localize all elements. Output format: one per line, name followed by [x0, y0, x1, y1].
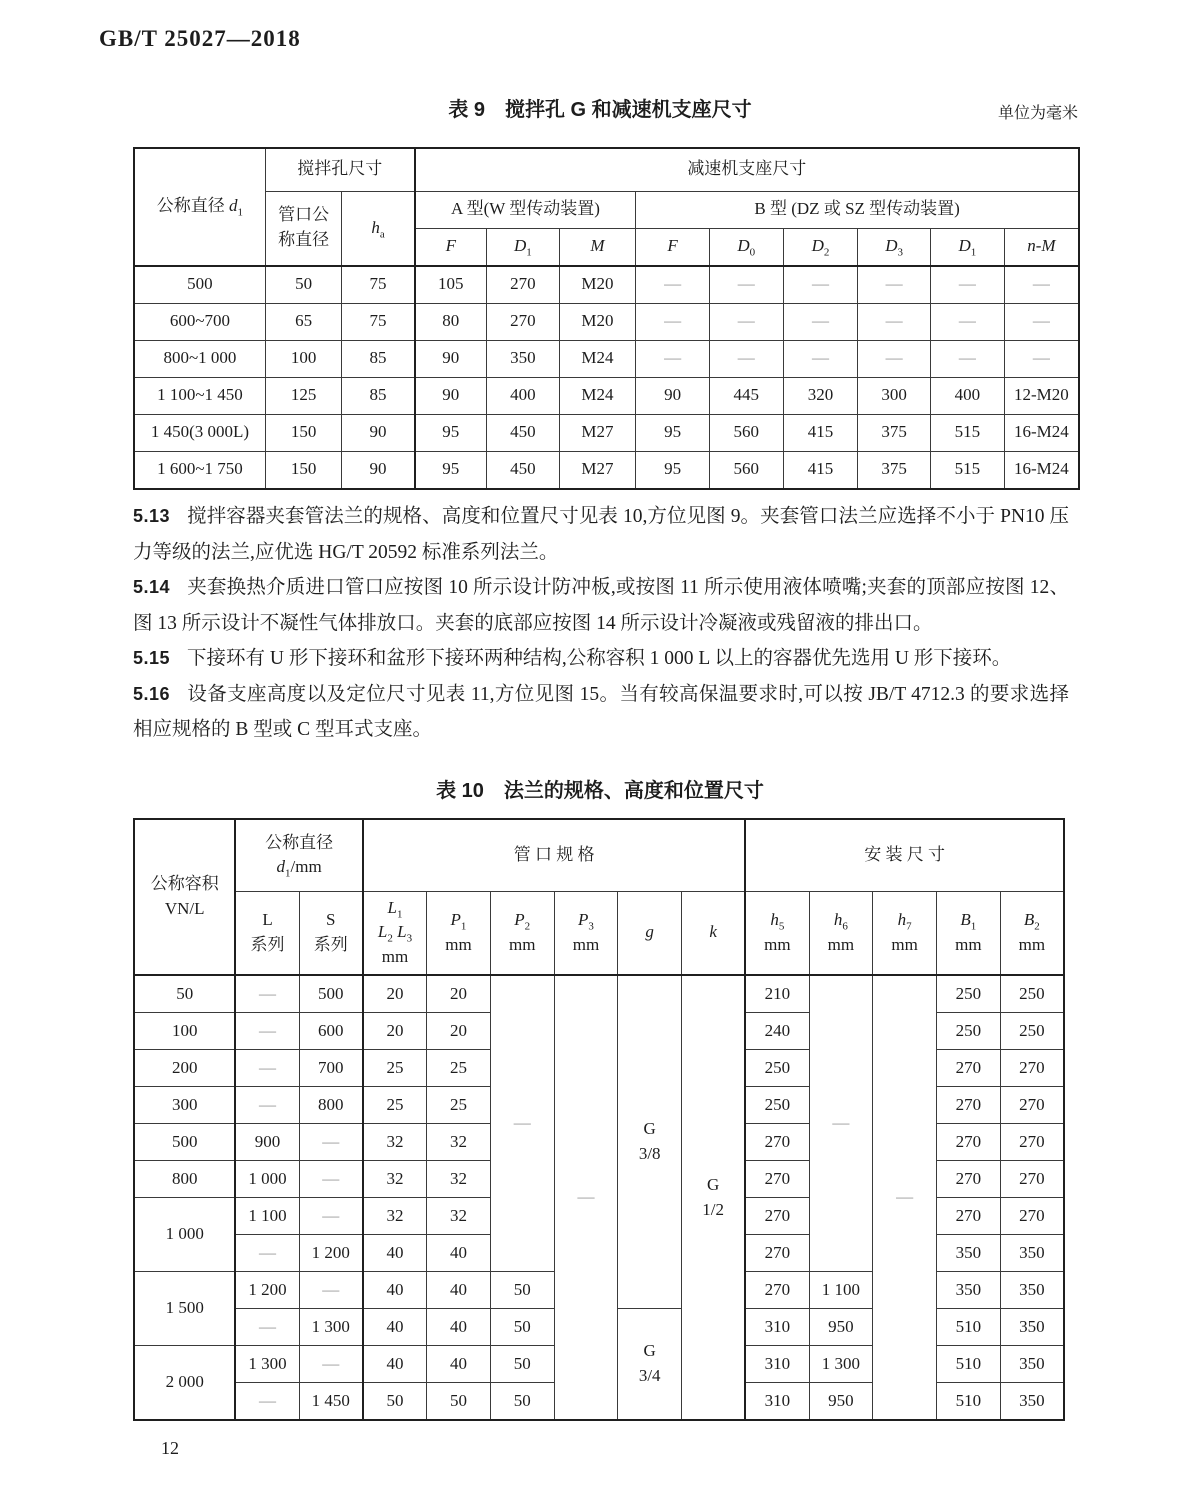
data-cell: 32: [363, 1161, 427, 1198]
data-cell: 40: [427, 1346, 491, 1383]
data-cell: —: [299, 1346, 363, 1383]
data-cell: 350: [1000, 1346, 1064, 1383]
data-cell: 270: [745, 1235, 809, 1272]
data-cell: 90: [342, 451, 415, 489]
data-cell: 1 300: [809, 1346, 873, 1383]
data-cell: 350: [1000, 1383, 1064, 1421]
clause-5-13: [133, 499, 1069, 570]
data-cell: —: [636, 340, 710, 377]
data-cell: —: [1004, 266, 1079, 304]
data-cell: 900: [235, 1124, 299, 1161]
data-cell: 32: [427, 1124, 491, 1161]
data-cell: 300: [858, 377, 931, 414]
data-cell: 1 450: [299, 1383, 363, 1421]
data-cell: 270: [486, 303, 559, 340]
clause-text: 搅拌容器夹套管法兰的规格、高度和位置尺寸见表 10,方位见图 9。夹套管口法兰应选择不小于 PN10 压力等级的法兰,应优选 HG/T 20592 标准系列法兰。: [133, 506, 1069, 563]
data-cell: 310: [745, 1346, 809, 1383]
data-cell: 25: [363, 1087, 427, 1124]
data-cell: 90: [415, 377, 487, 414]
table10: [133, 818, 1065, 1421]
data-cell: 50: [363, 1383, 427, 1421]
data-cell: 25: [427, 1050, 491, 1087]
data-cell: —: [709, 303, 783, 340]
header-cell: $L_1$ $L_2$ $L_3$ mm: [363, 891, 427, 975]
page-number: 12: [161, 1438, 179, 1458]
data-cell: 40: [427, 1235, 491, 1272]
header-cell: 管口公 称直径: [265, 191, 342, 266]
data-cell: 250: [1000, 975, 1064, 1013]
data-cell: 90: [636, 377, 710, 414]
data-cell: 95: [415, 451, 487, 489]
data-cell: 600~700: [134, 303, 265, 340]
data-cell: 350: [936, 1272, 1000, 1309]
data-cell: 75: [342, 303, 415, 340]
data-cell: 25: [363, 1050, 427, 1087]
clause-number: 5.14: [133, 577, 171, 597]
data-cell: 445: [709, 377, 783, 414]
data-cell: 450: [486, 414, 559, 451]
header-cell: $B_1$ mm: [936, 891, 1000, 975]
data-cell: G 3/8: [618, 975, 682, 1309]
header-cell: 管 口 规 格: [363, 819, 745, 891]
data-cell: 1 300: [299, 1309, 363, 1346]
header-cell: 减速机支座尺寸: [415, 148, 1079, 191]
data-cell: —: [235, 1013, 299, 1050]
data-cell: 100: [134, 1013, 235, 1050]
data-cell: 450: [486, 451, 559, 489]
data-cell: M24: [559, 340, 636, 377]
header-cell: F: [636, 228, 710, 266]
data-cell: —: [235, 1309, 299, 1346]
data-cell: 250: [1000, 1013, 1064, 1050]
header-cell: 公称容积 VN/L: [134, 819, 235, 975]
header-cell: g: [618, 891, 682, 975]
data-cell: G 1/2: [682, 975, 746, 1420]
data-cell: 20: [427, 1013, 491, 1050]
data-cell: 50: [490, 1346, 554, 1383]
data-cell: 250: [936, 975, 1000, 1013]
data-cell: —: [931, 266, 1005, 304]
data-cell: 700: [299, 1050, 363, 1087]
header-cell: B 型 (DZ 或 SZ 型传动装置): [636, 191, 1079, 228]
data-cell: 310: [745, 1383, 809, 1421]
table9-body: [134, 266, 1079, 489]
data-cell: 95: [636, 451, 710, 489]
data-cell: 1 600~1 750: [134, 451, 265, 489]
table9-title: 表 9 搅拌孔 G 和减速机支座尺寸: [448, 99, 752, 121]
data-cell: 270: [1000, 1198, 1064, 1235]
data-cell: 270: [1000, 1087, 1064, 1124]
data-cell: 500: [299, 975, 363, 1013]
data-cell: 210: [745, 975, 809, 1013]
data-cell: 200: [134, 1050, 235, 1087]
clause-text: 设备支座高度以及定位尺寸见表 11,方位见图 15。当有较高保温要求时,可以按 JB/T 4712.3 的要求选择相应规格的 B 型或 C 型耳式支座。: [133, 683, 1069, 740]
header-cell: $D_1$: [931, 228, 1005, 266]
data-cell: 320: [783, 377, 858, 414]
header-cell: 搅拌孔尺寸: [265, 148, 414, 191]
data-cell: 270: [1000, 1161, 1064, 1198]
header-cell: 公称直径 $d_1$: [134, 148, 265, 266]
table10-title: 表 10 法兰的规格、高度和位置尺寸: [436, 780, 764, 802]
data-cell: —: [809, 975, 873, 1272]
data-cell: 270: [1000, 1050, 1064, 1087]
data-cell: —: [636, 303, 710, 340]
data-cell: 560: [709, 451, 783, 489]
data-cell: M20: [559, 303, 636, 340]
data-cell: —: [235, 1050, 299, 1087]
data-cell: 950: [809, 1309, 873, 1346]
data-cell: 1 100: [809, 1272, 873, 1309]
data-cell: 415: [783, 451, 858, 489]
header-cell: $D_0$: [709, 228, 783, 266]
data-cell: —: [931, 303, 1005, 340]
standard-number: GB/T 25027—2018: [99, 26, 301, 51]
data-cell: 50: [490, 1309, 554, 1346]
data-cell: 250: [745, 1087, 809, 1124]
data-cell: —: [299, 1198, 363, 1235]
data-cell: 90: [415, 340, 487, 377]
header-cell: L 系列: [235, 891, 299, 975]
table10-body: [134, 975, 1064, 1420]
data-cell: M27: [559, 451, 636, 489]
data-cell: 125: [265, 377, 342, 414]
data-cell: —: [858, 303, 931, 340]
data-cell: 100: [265, 340, 342, 377]
data-cell: —: [873, 975, 937, 1420]
data-cell: 270: [486, 266, 559, 304]
data-cell: 20: [363, 1013, 427, 1050]
header-cell: $D_1$: [486, 228, 559, 266]
data-cell: 50: [134, 975, 235, 1013]
data-cell: —: [858, 266, 931, 304]
header-cell: $D_2$: [783, 228, 858, 266]
data-cell: 270: [745, 1272, 809, 1309]
table9: [133, 147, 1080, 490]
data-cell: —: [235, 1087, 299, 1124]
data-cell: 800: [299, 1087, 363, 1124]
data-cell: 250: [745, 1050, 809, 1087]
data-cell: 32: [427, 1198, 491, 1235]
data-cell: —: [235, 975, 299, 1013]
header-cell: $h_6$ mm: [809, 891, 873, 975]
data-cell: 1 100~1 450: [134, 377, 265, 414]
data-cell: 40: [363, 1346, 427, 1383]
data-cell: 95: [415, 414, 487, 451]
data-cell: —: [299, 1161, 363, 1198]
data-cell: —: [636, 266, 710, 304]
data-cell: —: [1004, 303, 1079, 340]
data-cell: 270: [936, 1161, 1000, 1198]
data-cell: 85: [342, 377, 415, 414]
data-cell: 510: [936, 1383, 1000, 1421]
data-cell: —: [235, 1383, 299, 1421]
data-cell: —: [783, 303, 858, 340]
data-cell: 40: [363, 1235, 427, 1272]
header-cell: $B_2$ mm: [1000, 891, 1064, 975]
data-cell: 1 000: [235, 1161, 299, 1198]
data-cell: M24: [559, 377, 636, 414]
data-cell: 32: [363, 1198, 427, 1235]
header-cell: k: [682, 891, 746, 975]
data-cell: 350: [1000, 1272, 1064, 1309]
data-cell: 240: [745, 1013, 809, 1050]
header-cell: S 系列: [299, 891, 363, 975]
data-cell: 16-M24: [1004, 414, 1079, 451]
data-cell: 270: [745, 1198, 809, 1235]
data-cell: 40: [427, 1272, 491, 1309]
data-cell: 500: [134, 1124, 235, 1161]
data-cell: 270: [1000, 1124, 1064, 1161]
data-cell: —: [235, 1235, 299, 1272]
data-cell: 510: [936, 1309, 1000, 1346]
header-cell: $P_2$ mm: [490, 891, 554, 975]
data-cell: 75: [342, 266, 415, 304]
data-cell: 1 100: [235, 1198, 299, 1235]
clause-5-14: [133, 570, 1069, 641]
data-cell: 12-M20: [1004, 377, 1079, 414]
data-cell: 350: [1000, 1309, 1064, 1346]
data-cell: 400: [486, 377, 559, 414]
header-cell: A 型(W 型传动装置): [415, 191, 636, 228]
data-cell: 50: [490, 1383, 554, 1421]
data-cell: 105: [415, 266, 487, 304]
header-cell: 公称直径 $d_1/mm$: [235, 819, 362, 891]
data-cell: 270: [745, 1161, 809, 1198]
data-cell: 40: [427, 1309, 491, 1346]
data-cell: —: [931, 340, 1005, 377]
data-cell: 270: [936, 1198, 1000, 1235]
table10-header: [134, 819, 1064, 975]
header-cell: M: [559, 228, 636, 266]
data-cell: 400: [931, 377, 1005, 414]
clause-number: 5.13: [133, 506, 171, 526]
header-cell: $D_3$: [858, 228, 931, 266]
data-cell: 65: [265, 303, 342, 340]
data-cell: 25: [427, 1087, 491, 1124]
data-cell: 270: [745, 1124, 809, 1161]
data-cell: 270: [936, 1050, 1000, 1087]
data-cell: 515: [931, 451, 1005, 489]
data-cell: M27: [559, 414, 636, 451]
data-cell: M20: [559, 266, 636, 304]
data-cell: G 3/4: [618, 1309, 682, 1421]
data-cell: —: [490, 975, 554, 1272]
data-cell: 1 450(3 000L): [134, 414, 265, 451]
data-cell: 50: [490, 1272, 554, 1309]
data-cell: 350: [486, 340, 559, 377]
data-cell: 600: [299, 1013, 363, 1050]
body-text: [133, 499, 1069, 748]
clause-5-16: [133, 677, 1069, 748]
header-cell: 安 装 尺 寸: [745, 819, 1064, 891]
data-cell: —: [783, 266, 858, 304]
data-cell: —: [709, 340, 783, 377]
header-cell: $P_1$ mm: [427, 891, 491, 975]
data-cell: 1 200: [235, 1272, 299, 1309]
data-cell: 32: [363, 1124, 427, 1161]
data-cell: —: [299, 1124, 363, 1161]
data-cell: —: [554, 975, 618, 1420]
data-cell: 950: [809, 1383, 873, 1421]
data-cell: 1 500: [134, 1272, 235, 1346]
data-cell: 1 000: [134, 1198, 235, 1272]
data-cell: 80: [415, 303, 487, 340]
data-cell: 1 300: [235, 1346, 299, 1383]
data-cell: —: [709, 266, 783, 304]
data-cell: 250: [936, 1013, 1000, 1050]
data-cell: 20: [427, 975, 491, 1013]
data-cell: 800: [134, 1161, 235, 1198]
data-cell: 2 000: [134, 1346, 235, 1421]
data-cell: 510: [936, 1346, 1000, 1383]
clause-number: 5.16: [133, 683, 171, 704]
data-cell: 350: [936, 1235, 1000, 1272]
header-cell: n-M: [1004, 228, 1079, 266]
data-cell: 95: [636, 414, 710, 451]
data-cell: —: [1004, 340, 1079, 377]
header-cell: F: [415, 228, 487, 266]
data-cell: 32: [427, 1161, 491, 1198]
data-cell: 85: [342, 340, 415, 377]
table9-unit-note: 单位为毫米: [997, 105, 1078, 122]
data-cell: 20: [363, 975, 427, 1013]
data-cell: 150: [265, 451, 342, 489]
header-cell: $h_5$ mm: [745, 891, 809, 975]
data-cell: —: [783, 340, 858, 377]
data-cell: —: [299, 1272, 363, 1309]
header-cell: $h_7$ mm: [873, 891, 937, 975]
data-cell: 270: [936, 1087, 1000, 1124]
data-cell: 90: [342, 414, 415, 451]
clause-5-15: [133, 641, 1069, 677]
data-cell: 50: [265, 266, 342, 304]
data-cell: 415: [783, 414, 858, 451]
data-cell: 50: [427, 1383, 491, 1421]
table9-header: [134, 148, 1079, 266]
data-cell: 270: [936, 1124, 1000, 1161]
data-cell: 500: [134, 266, 265, 304]
data-cell: —: [858, 340, 931, 377]
data-cell: 375: [858, 414, 931, 451]
data-cell: 310: [745, 1309, 809, 1346]
header-cell: $P_3$ mm: [554, 891, 618, 975]
header-cell: $h_a$: [342, 191, 415, 266]
clause-text: 下接环有 U 形下接环和盆形下接环两种结构,公称容积 1 000 L 以上的容器优先选用 U 形下接环。: [187, 648, 1012, 669]
clause-number: 5.15: [133, 648, 171, 668]
data-cell: 375: [858, 451, 931, 489]
data-cell: 560: [709, 414, 783, 451]
data-cell: 16-M24: [1004, 451, 1079, 489]
clause-text: 夹套换热介质进口管口应按图 10 所示设计防冲板,或按图 11 所示使用液体喷嘴;夹套的顶部应按图 12、图 13 所示设计不凝性气体排放口。夹套的底部应按图 14 所示设计冷凝液或残留液的排出口。: [133, 577, 1069, 634]
data-cell: 800~1 000: [134, 340, 265, 377]
data-cell: 350: [1000, 1235, 1064, 1272]
data-cell: 150: [265, 414, 342, 451]
data-cell: 40: [363, 1309, 427, 1346]
data-cell: 1 200: [299, 1235, 363, 1272]
data-cell: 515: [931, 414, 1005, 451]
data-cell: 300: [134, 1087, 235, 1124]
data-cell: 40: [363, 1272, 427, 1309]
